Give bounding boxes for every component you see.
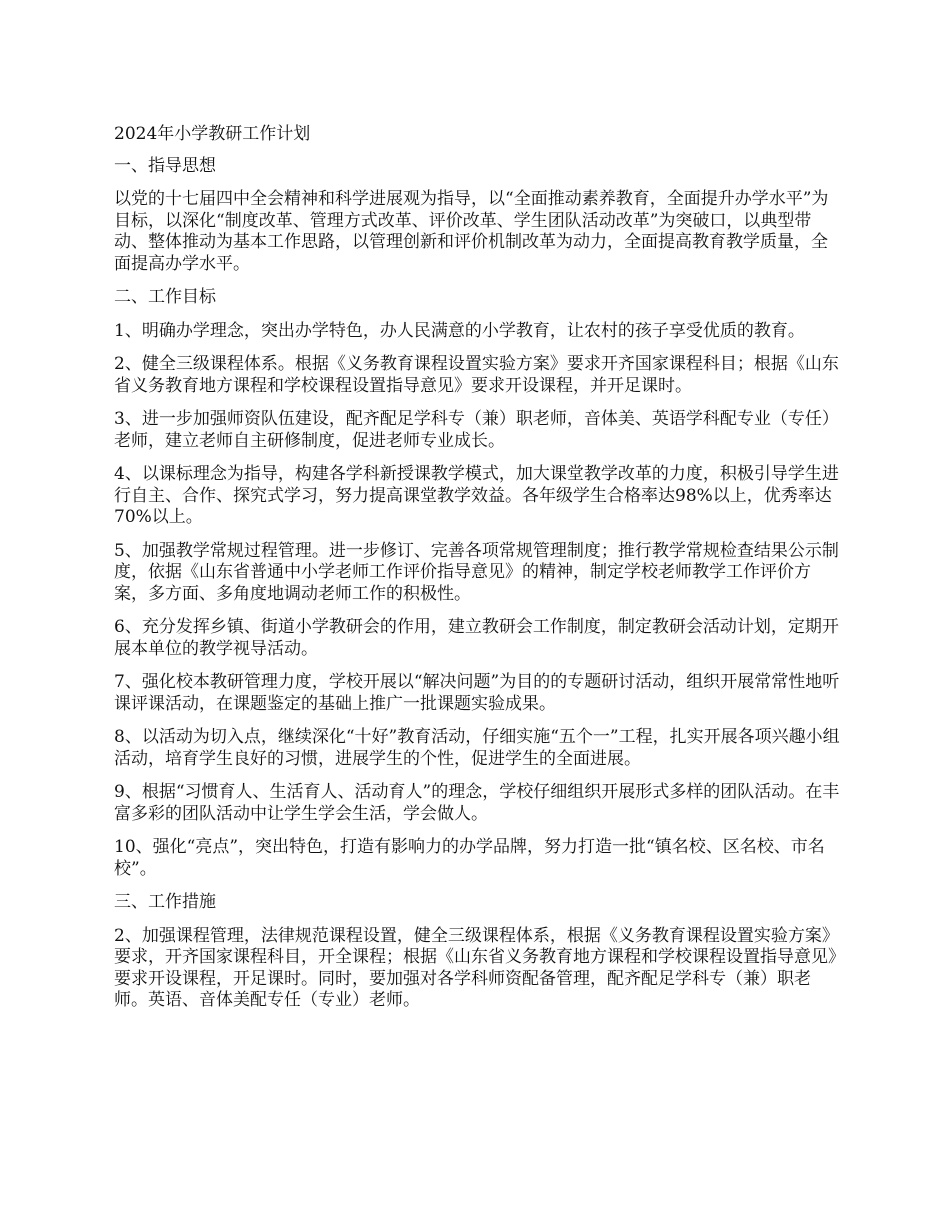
paragraph-goal-8: 8、以活动为切入点，继续深化“十好”教育活动，仔细实施“五个一”工程，扎实开展各项兴趣小组活动，培育学生良好的习惯，进展学生的个性，促进学生的全面进展。 [114,727,840,769]
paragraph-guiding-ideology: 以党的十七届四中全会精神和科学进展观为指导，以“全面推动素养教育，全面提升办学水平”为目标，以深化“制度改革、管理方式改革、评价改革、学生团队活动改革”为突破口，以典型带动、整体推动为基本工作思路，以管理创新和评价机制改革为动力，全面提高教育教学质量，全面提高办学水平。 [114,189,829,274]
paragraph-goal-2: 2、健全三级课程体系。根据《义务教育课程设置实验方案》要求开齐国家课程科目；根据《山东省义务教育地方课程和学校课程设置指导意见》要求开设课程，并开足课时。 [114,354,839,396]
paragraph-goal-7: 7、强化校本教研管理力度，学校开展以“解决问题”为目的的专题研讨活动，组织开展常常性地听课评课活动，在课题鉴定的基础上推广一批课题实验成果。 [114,672,840,714]
paragraph-goal-10: 10、强化“亮点”，突出特色，打造有影响力的办学品牌，努力打造一批“镇名校、区名校、市名校”。 [114,837,825,879]
section-heading-guiding-ideology: 一、指导思想 [114,155,216,176]
paragraph-goal-6: 6、充分发挥乡镇、街道小学教研会的作用，建立教研会工作制度，制定教研会活动计划，定期开展本单位的教学视导活动。 [114,617,839,659]
paragraph-goal-3: 3、进一步加强师资队伍建设，配齐配足学科专（兼）职老师，音体美、英语学科配专业（专任）老师，建立老师自主研修制度，促进老师专业成长。 [114,409,839,451]
section-heading-work-measures: 三、工作措施 [114,892,216,912]
section-heading-work-goals: 二、工作目标 [114,287,216,307]
paragraph-goal-5: 5、加强教学常规过程管理。进一步修订、完善各项常规管理制度；推行教学常规检查结果公示制度，依据《山东省普通中小学老师工作评价指导意见》的精神，制定学校老师教学工作评价方案，多方面、多角度地调动老师工作的积极性。 [114,540,839,604]
paragraph-measure-2: 2、加强课程管理，法律规范课程设置，健全三级课程体系，根据《义务教育课程设置实验方案》要求，开齐国家课程科目，开全课程；根据《山东省义务教育地方课程和学校课程设置指导意见》要求开设课程，开足课时。同时，要加强对各学科师资配备管理，配齐配足学科专（兼）职老师。英语、音体美配专任（专业）老师。 [114,925,839,1010]
document-page [114,124,840,1024]
document-title: 2024年小学教研工作计划 [114,124,311,144]
paragraph-goal-4: 4、以课标理念为指导，构建各学科新授课教学模式，加大课堂教学改革的力度，积极引导学生进行自主、合作、探究式学习，努力提高课堂教学效益。各年级学生合格率达98%以上，优秀率达70%以上。 [114,464,839,527]
paragraph-goal-1: 1、明确办学理念，突出办学特色，办人民满意的小学教育，让农村的孩子享受优质的教育。 [114,320,805,341]
paragraph-goal-9: 9、根据“习惯育人、生活育人、活动育人”的理念，学校仔细组织开展形式多样的团队活动。在丰富多彩的团队活动中让学生学会生活，学会做人。 [114,782,840,824]
